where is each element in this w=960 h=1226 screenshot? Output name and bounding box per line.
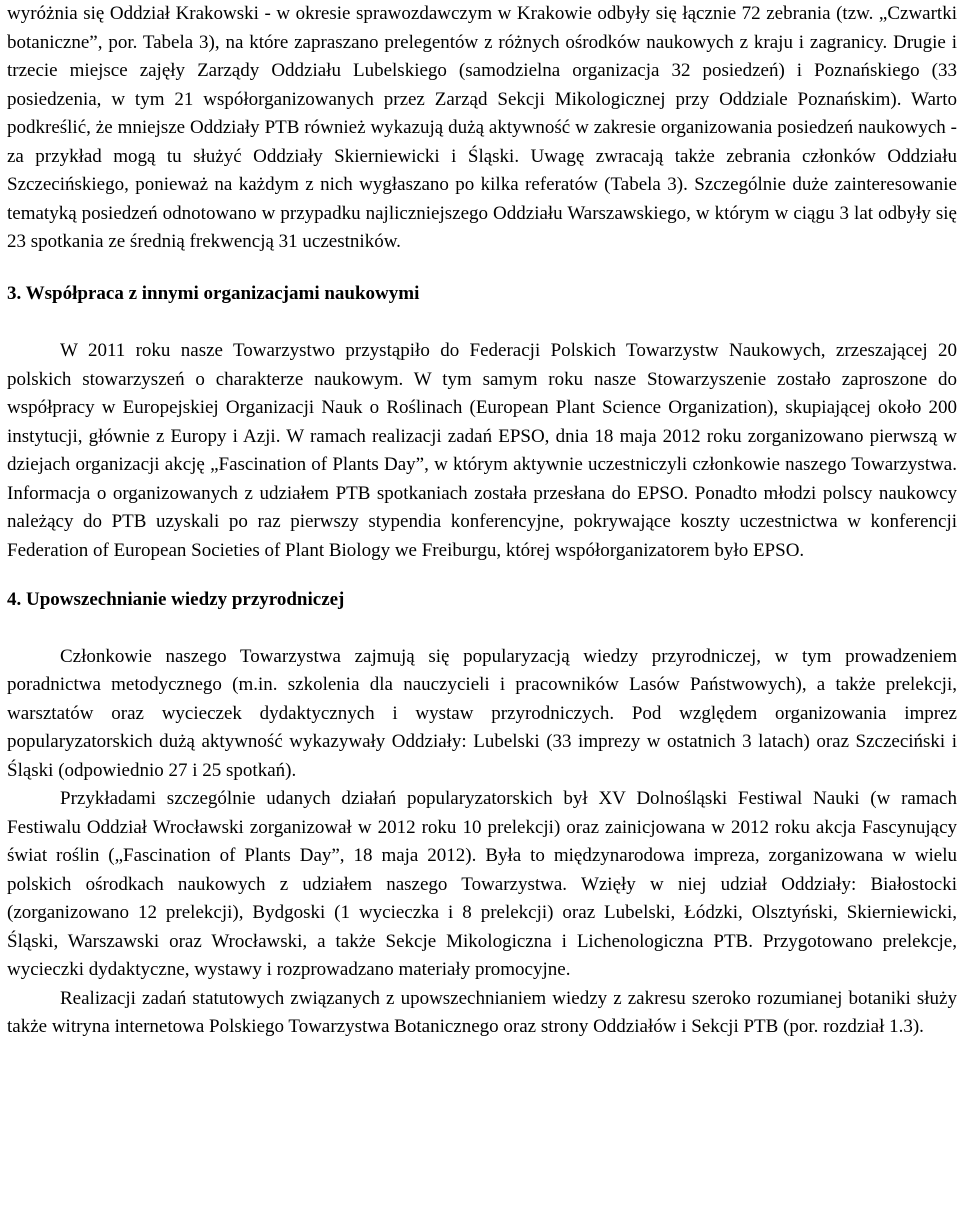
section-3-paragraph: W 2011 roku nasze Towarzystwo przystąpiło do Federacji Polskich Towarzystw Naukowych, zrzeszającej 20 polskich stowarzyszeń o charakterze naukowym. W tym samym roku nasze Stowarzyszenie zostało zaproszone do współpracy w Europejskiej Organizacji Nauk o Roślinach (European Plant Science Organization), skupiającej około 200 instytucji, głównie z Europy i Azji. W ramach realizacji zadań EPSO, dnia 18 maja 2012 roku zorganizowano pierwszą w dziejach organizacji akcję „Fascination of Plants Day”, w którym aktywnie uczestniczyli członkowie naszego Towarzystwa. Informacja o organizowanych z udziałem PTB spotkaniach została przesłana do EPSO. Ponadto młodzi polscy naukowcy należący do PTB uzyskali po raz pierwszy stypendia konferencyjne, pokrywające koszty uczestnictwa w konferencji Federation of European Societies of Plant Biology we Freiburgu, której współorganizatorem było EPSO. xyxy=(7,340,957,561)
spacer xyxy=(7,615,957,643)
document-page xyxy=(7,0,957,1042)
intro-paragraph: wyróżnia się Oddział Krakowski - w okresie sprawozdawczym w Krakowie odbyły się łącznie 72 zebrania (tzw. „Czwartki botaniczne”, por. Tabela 3), na które zapraszano prelegentów z różnych ośrodków naukowych z kraju i zagranicy. Drugie i trzecie miejsce zajęły Zarządy Oddziału Lubelskiego (samodzielna organizacja 32 posiedzeń) i Poznańskiego (33 posiedzenia, w tym 21 współorganizowanych przez Zarząd Sekcji Mikologicznej przy Oddziale Poznańskim). Warto podkreślić, że mniejsze Oddziały PTB również wykazują dużą aktywność w zakresie organizowania posiedzeń naukowych - za przykład mogą tu służyć Oddziały Skierniewicki i Śląski. Uwagę zwracają także zebrania członków Oddziału Szczecińskiego, ponieważ na każdym z nich wygłaszano po kilka referatów (Tabela 3). Szczególnie duże zainteresowanie tematyką posiedzeń odnotowano w przypadku najliczniejszego Oddziału Warszawskiego, w którym w ciągu 3 lat odbyły się 23 spotkania ze średnią frekwencją 31 uczestników. xyxy=(7,3,957,252)
section-4-paragraph-3: Realizacji zadań statutowych związanych z upowszechnianiem wiedzy z zakresu szeroko rozumianej botaniki służy także witryna internetowa Polskiego Towarzystwa Botanicznego oraz strony Oddziałów i Sekcji PTB (por. rozdział 1.3). xyxy=(7,987,957,1037)
section-4-paragraph-2: Przykładami szczególnie udanych działań popularyzatorskich był XV Dolnośląski Festiwal Nauki (w ramach Festiwalu Oddział Wrocławski zorganizował w 2012 roku 10 prelekcji) oraz zainicjowana w 2012 roku akcja Fascynujący świat roślin („Fascination of Plants Day”, 18 maja 2012). Była to międzynarodowa impreza, zorganizowana w wielu polskich ośrodkach naukowych z udziałem naszego Towarzystwa. Wzięły w niej udział Oddziały: Białostocki (zorganizowano 12 prelekcji), Bydgoski (1 wycieczka i 8 prelekcji) oraz Lubelski, Łódzki, Olsztyński, Skierniewicki, Śląski, Warszawski oraz Wrocławski, a także Sekcje Mikologiczna i Lichenologiczna PTB. Przygotowano prelekcje, wycieczki dydaktyczne, wystawy i rozprowadzano materiały promocyjne. xyxy=(7,788,957,980)
section-3-heading: 3. Współpraca z innymi organizacjami naukowymi xyxy=(7,282,420,304)
spacer xyxy=(7,565,957,586)
spacer xyxy=(7,308,957,337)
section-4-paragraph-1: Członkowie naszego Towarzystwa zajmują się popularyzacją wiedzy przyrodniczej, w tym prowadzeniem poradnictwa metodycznego (m.in. szkolenia dla nauczycieli i pracowników Lasów Państwowych), a także prelekcji, warsztatów oraz wycieczek dydaktycznych i wystaw przyrodniczych. Pod względem organizowania imprez popularyzatorskich dużą aktywność wykazywały Oddziały: Lubelski (33 imprezy w ostatnich 3 latach) oraz Szczeciński i Śląski (odpowiednio 27 i 25 spotkań). xyxy=(7,645,957,781)
spacer xyxy=(7,257,957,280)
section-4-heading: 4. Upowszechnianie wiedzy przyrodniczej xyxy=(7,589,345,610)
